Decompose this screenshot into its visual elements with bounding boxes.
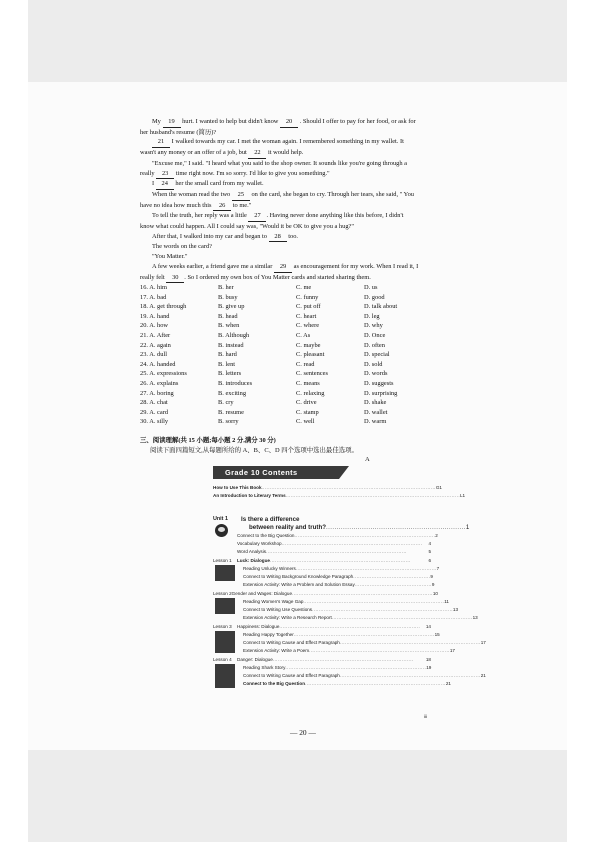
text: . So I ordered my own box of You Matter cards and started sharing them. bbox=[184, 273, 371, 281]
leader-dots: .................................................................................... bbox=[339, 640, 481, 645]
option-c: C. sentences bbox=[296, 370, 328, 378]
passage-line bbox=[140, 179, 512, 190]
option-c: C. heart bbox=[296, 312, 317, 320]
toc-title: Luck: Dialogue bbox=[237, 558, 270, 563]
toc-row bbox=[243, 648, 455, 653]
option-row bbox=[140, 369, 512, 379]
passage-line bbox=[140, 262, 512, 273]
text: too. bbox=[288, 232, 298, 240]
text: I bbox=[152, 180, 155, 188]
toc-page: 7 bbox=[436, 566, 440, 571]
leader-dots: .................................................................................... bbox=[281, 541, 423, 546]
leader-dots: ........................................................................................................ bbox=[261, 485, 436, 490]
option-d: D. suggests bbox=[364, 379, 394, 387]
blank-27: 27 bbox=[248, 211, 266, 222]
option-row bbox=[140, 302, 512, 312]
toc-title: between reality and truth? bbox=[249, 524, 327, 531]
lesson-label: Lesson 1 bbox=[213, 558, 232, 563]
option-b: B. when bbox=[218, 322, 240, 330]
option-row bbox=[140, 379, 512, 389]
option-a: 24. A. handed bbox=[140, 360, 176, 368]
option-d: D. surprising bbox=[364, 389, 398, 397]
passage-line: her husband's resume (简历)? bbox=[140, 128, 217, 136]
option-a: 28. A. chat bbox=[140, 399, 168, 407]
option-a: 22. A. again bbox=[140, 341, 171, 349]
toc-row bbox=[213, 485, 442, 490]
option-c: C. pleasant bbox=[296, 351, 325, 359]
option-a: 21. A. After bbox=[140, 331, 171, 339]
option-c: C. where bbox=[296, 322, 320, 330]
toc-page: 18 bbox=[425, 657, 431, 662]
blank-29: 29 bbox=[274, 262, 292, 273]
option-a: 26. A. explains bbox=[140, 379, 179, 387]
option-b: B. Although bbox=[218, 331, 250, 339]
option-d: D. us bbox=[364, 284, 378, 291]
page-number: — 20 — bbox=[290, 728, 316, 737]
toc-page: 4 bbox=[428, 541, 431, 546]
option-c: C. funny bbox=[296, 293, 319, 301]
option-row bbox=[140, 389, 512, 399]
option-d: D. Once bbox=[364, 331, 386, 339]
option-row bbox=[140, 417, 512, 427]
leader-dots: .................................................................................... bbox=[292, 591, 433, 596]
passage-line bbox=[140, 117, 512, 128]
leader-dots: .................................................................................... bbox=[305, 681, 446, 686]
section-instruction: 阅读下面四篇短文,从每题所给的 A、B、C、D 四个选项中选出最佳选项。 bbox=[150, 446, 358, 454]
text: A few weeks earlier, a friend gave me a similar bbox=[152, 262, 273, 270]
option-row bbox=[140, 398, 512, 408]
toc-title: Reading Unlucky Winners bbox=[243, 566, 296, 571]
option-c: C. me bbox=[296, 284, 312, 291]
toc-title: Extension Activity: Write a Research Report bbox=[243, 615, 332, 620]
toc-row bbox=[243, 582, 435, 587]
blank-22: 22 bbox=[248, 148, 266, 159]
toc-page: 9 bbox=[431, 582, 435, 587]
toc-page: 13 bbox=[472, 615, 478, 620]
text: her the small card from my wallet. bbox=[175, 180, 264, 188]
toc-page: 19 bbox=[426, 665, 432, 670]
option-c: C. put off bbox=[296, 303, 321, 311]
toc-title: Happiness: Dialogue bbox=[237, 624, 280, 629]
leader-dots: .................................................................................... bbox=[285, 665, 427, 670]
option-row bbox=[140, 293, 512, 303]
option-b: B. introduces bbox=[218, 379, 253, 387]
toc-page: 10 bbox=[432, 591, 438, 596]
option-row bbox=[140, 341, 512, 351]
option-row bbox=[140, 312, 512, 322]
text: as encouragement for my work. When I read it, I bbox=[293, 262, 419, 270]
leader-dots: .................................................................................... bbox=[294, 533, 436, 538]
option-d: D. good bbox=[364, 293, 385, 301]
option-d: D. words bbox=[364, 370, 388, 378]
text: on the card, she began to cry. Through her tears, she said, " You bbox=[251, 190, 414, 198]
option-b: B. head bbox=[218, 312, 238, 320]
text: have no idea how much this bbox=[140, 201, 212, 209]
toc-title: Reading Happy Together bbox=[243, 632, 294, 637]
toc-row bbox=[249, 524, 470, 531]
passage-line bbox=[140, 190, 512, 201]
option-row bbox=[140, 283, 512, 293]
option-b: B. her bbox=[218, 284, 234, 291]
leader-dots: .................................................................................... bbox=[266, 549, 407, 554]
reading-section bbox=[140, 436, 358, 455]
option-b: B. give up bbox=[218, 303, 245, 311]
option-c: C. As bbox=[296, 331, 311, 339]
toc-page: 14 bbox=[425, 624, 431, 629]
option-d: D. wallet bbox=[364, 408, 388, 416]
toc-row bbox=[213, 493, 466, 498]
passage-line bbox=[140, 211, 512, 222]
text: wasn't any money or an offer of a job, but bbox=[140, 149, 247, 157]
toc-title: Connect to Writing Use Questions bbox=[243, 607, 313, 612]
roman-page-number: iii bbox=[424, 714, 428, 719]
toc-row bbox=[243, 607, 459, 612]
option-d: D. warm bbox=[364, 418, 387, 426]
toc-row bbox=[237, 541, 431, 546]
unit-title bbox=[241, 516, 299, 524]
cloze-passage bbox=[140, 117, 512, 283]
toc-page: 6 bbox=[428, 558, 431, 563]
text: really bbox=[140, 169, 155, 177]
blank-26: 26 bbox=[213, 201, 231, 212]
option-c: C. stamp bbox=[296, 408, 319, 416]
option-a: 30. A. silly bbox=[140, 418, 169, 426]
option-c: C. maybe bbox=[296, 341, 321, 349]
option-d: D. special bbox=[364, 351, 390, 359]
option-a: 23. A. dull bbox=[140, 351, 167, 359]
lesson-photo-icon bbox=[215, 598, 235, 614]
text: After that, I walked into my car and began to bbox=[152, 232, 267, 240]
text: it would help. bbox=[268, 149, 304, 157]
toc-page: 11 bbox=[444, 599, 449, 604]
passage-line: "You Matter." bbox=[152, 253, 188, 261]
text: To tell the truth, her reply was a little bbox=[152, 212, 247, 220]
blank-19: 19 bbox=[163, 117, 181, 128]
text: . Having never done anything like this before, I didn't bbox=[266, 212, 404, 220]
bottom-gray-band bbox=[28, 750, 567, 842]
blank-23: 23 bbox=[156, 169, 174, 180]
toc-row bbox=[243, 566, 440, 571]
leader-dots: .................................................................................... bbox=[312, 607, 453, 612]
option-b: B. exciting bbox=[218, 389, 247, 397]
blank-30: 30 bbox=[166, 273, 184, 284]
option-b: B. letters bbox=[218, 370, 242, 378]
option-b: B. cry bbox=[218, 399, 234, 407]
blank-25: 25 bbox=[232, 190, 250, 201]
text: I walked towards my car. I met the woman again. I remembered something in my wallet. It bbox=[171, 138, 404, 146]
toc-row bbox=[243, 615, 478, 620]
option-b: B. lent bbox=[218, 360, 236, 368]
text: hurt. I wanted to help but didn't know bbox=[182, 118, 279, 125]
leader-dots: .................................................................. bbox=[326, 524, 466, 531]
toc-title: Vocabulary Workshop bbox=[237, 541, 282, 546]
toc-page: 15 bbox=[434, 632, 440, 637]
section-heading: 三、阅读理解(共 15 小题;每小题 2 分,满分 30 分) bbox=[140, 437, 276, 444]
toc-row bbox=[237, 549, 431, 554]
passage-line: "Excuse me," I said. "I heard what you said to the shop owner. It sounds like you're going through a bbox=[152, 159, 407, 167]
toc-title: Extension Activity: Write a Problem and Solution Essay bbox=[243, 582, 355, 587]
toc-row bbox=[213, 657, 431, 662]
passage-line: know what could happen. All I could say was, "Would it be OK to give you a hug?" bbox=[140, 223, 354, 231]
option-a: 25. A. expressions bbox=[140, 370, 187, 378]
passage-line: The words on the card? bbox=[152, 243, 212, 251]
lesson-photo-icon bbox=[215, 565, 235, 581]
part-label: A bbox=[365, 456, 370, 463]
contents-image bbox=[213, 466, 486, 719]
blank-24: 24 bbox=[156, 179, 174, 190]
toc-page: 1 bbox=[465, 524, 470, 531]
answer-options bbox=[140, 283, 512, 427]
leader-dots: .................................................................................... bbox=[269, 558, 411, 563]
option-d: D. talk about bbox=[364, 303, 398, 311]
option-row bbox=[140, 360, 512, 370]
toc-title: Word Analysis bbox=[237, 549, 267, 554]
lesson-photo-icon bbox=[215, 664, 235, 688]
unit-label: Unit 1 bbox=[213, 516, 228, 522]
leader-dots: .................................................................................... bbox=[272, 657, 414, 662]
option-d: D. shake bbox=[364, 399, 387, 407]
toc-page: G1 bbox=[435, 485, 442, 490]
toc-title: Reading Women's Wage Gap bbox=[243, 599, 304, 604]
text: to me." bbox=[232, 201, 252, 209]
option-row bbox=[140, 331, 512, 341]
option-b: B. resume bbox=[218, 408, 244, 416]
text: time right now. I'm so sorry. I'd like to give you something." bbox=[175, 169, 330, 177]
toc-row bbox=[243, 673, 486, 678]
text: . Should I offer to pay for her food, or ask for bbox=[299, 118, 416, 125]
leader-dots: .................................................................................... bbox=[295, 566, 437, 571]
contents-banner: Grade 10 Contents bbox=[213, 466, 339, 479]
toc-row bbox=[243, 640, 486, 645]
text: When the woman read the two bbox=[152, 190, 231, 198]
toc-row bbox=[243, 681, 451, 686]
option-a: 20. A. how bbox=[140, 322, 169, 330]
option-b: B. instead bbox=[218, 341, 244, 349]
question-icon bbox=[215, 524, 228, 537]
toc-page: 5 bbox=[428, 549, 431, 554]
toc-title: Connect to Writing Cause and Effect Paragraph bbox=[243, 673, 340, 678]
toc-page: 13 bbox=[452, 607, 459, 612]
toc-title: Connect to the Big Question bbox=[237, 533, 295, 538]
leader-dots: .................................................................................... bbox=[293, 632, 435, 637]
toc-title: Connect to Writing Background Knowledge Paragraph bbox=[243, 574, 354, 579]
text: My bbox=[152, 118, 161, 125]
blank-28: 28 bbox=[269, 232, 287, 243]
toc-row bbox=[237, 533, 438, 538]
option-a: 18. A. get through bbox=[140, 303, 187, 311]
lesson-label: Lesson 4 bbox=[213, 657, 232, 662]
option-b: B. hard bbox=[218, 351, 237, 359]
toc-row bbox=[243, 599, 449, 604]
toc-page: 2 bbox=[435, 533, 438, 538]
leader-dots: .................................................................................... bbox=[303, 599, 445, 604]
toc-title: Danger: Dialogue bbox=[237, 657, 273, 662]
option-c: C. relaxing bbox=[296, 389, 325, 397]
leader-dots: .............................................. bbox=[353, 574, 431, 579]
toc-title: Reading Shark Story bbox=[243, 665, 286, 670]
option-c: C. well bbox=[296, 418, 315, 426]
option-a: 17. A. bad bbox=[140, 293, 167, 301]
option-a: 27. A. boring bbox=[140, 389, 174, 397]
top-gray-band bbox=[28, 0, 567, 82]
unit-title-line: Is there a difference bbox=[241, 516, 300, 523]
lesson-label: Lesson 3 bbox=[213, 624, 232, 629]
toc-title: Extension Activity: Write a Poem bbox=[243, 648, 310, 653]
toc-title: An Introduction to Literary Terms bbox=[213, 493, 286, 498]
leader-dots: .................................................................................... bbox=[309, 648, 450, 653]
option-a: 16. A. him bbox=[140, 284, 167, 291]
leader-dots: .................................................................................... bbox=[339, 673, 481, 678]
toc-row bbox=[243, 665, 431, 670]
toc-row bbox=[243, 632, 440, 637]
toc-row bbox=[213, 624, 431, 629]
option-d: D. often bbox=[364, 341, 385, 349]
option-b: B. sorry bbox=[218, 418, 239, 426]
lesson-label: Lesson 2 bbox=[213, 591, 232, 596]
toc-page: 21 bbox=[445, 681, 451, 686]
leader-dots: .................................................................................... bbox=[331, 615, 473, 620]
passage-line bbox=[140, 232, 512, 243]
blank-21: 21 bbox=[152, 137, 170, 148]
blank-20: 20 bbox=[280, 117, 298, 128]
leader-dots: .............................................. bbox=[354, 582, 432, 587]
toc-page: 17 bbox=[480, 640, 486, 645]
option-c: C. read bbox=[296, 360, 315, 368]
option-c: C. drive bbox=[296, 399, 317, 407]
toc-row bbox=[213, 558, 431, 563]
toc-title: Gender and Wages: Dialogue bbox=[231, 591, 293, 596]
option-row bbox=[140, 350, 512, 360]
passage-line bbox=[140, 273, 512, 284]
toc-page: 9 bbox=[430, 574, 433, 579]
option-a: 19. A. hand bbox=[140, 312, 170, 320]
option-d: D. why bbox=[364, 322, 383, 330]
toc-title: Connect to Writing Cause and Effect Paragraph bbox=[243, 640, 340, 645]
toc-row bbox=[243, 574, 431, 579]
option-b: B. busy bbox=[218, 293, 238, 301]
leader-dots: ........................................................................................................ bbox=[285, 493, 460, 498]
passage-line bbox=[140, 201, 512, 212]
toc-page: 21 bbox=[480, 673, 486, 678]
leader-dots: .................................................................................... bbox=[279, 624, 421, 629]
passage-line bbox=[140, 169, 512, 180]
lesson-photo-icon bbox=[215, 631, 235, 653]
toc-page: 17 bbox=[449, 648, 455, 653]
passage-line bbox=[140, 148, 512, 159]
option-row bbox=[140, 321, 512, 331]
text: really felt bbox=[140, 273, 165, 281]
option-c: C. means bbox=[296, 379, 320, 387]
option-a: 29. A. card bbox=[140, 408, 169, 416]
toc-title: Connect to the Big Question bbox=[243, 681, 306, 686]
option-d: D. sold bbox=[364, 360, 383, 368]
toc-title: How to Use This Book bbox=[213, 485, 262, 490]
passage-line bbox=[140, 137, 512, 148]
toc-page: L1 bbox=[460, 493, 466, 498]
toc-row bbox=[213, 591, 438, 596]
option-d: D. leg bbox=[364, 312, 380, 320]
option-row bbox=[140, 408, 512, 418]
